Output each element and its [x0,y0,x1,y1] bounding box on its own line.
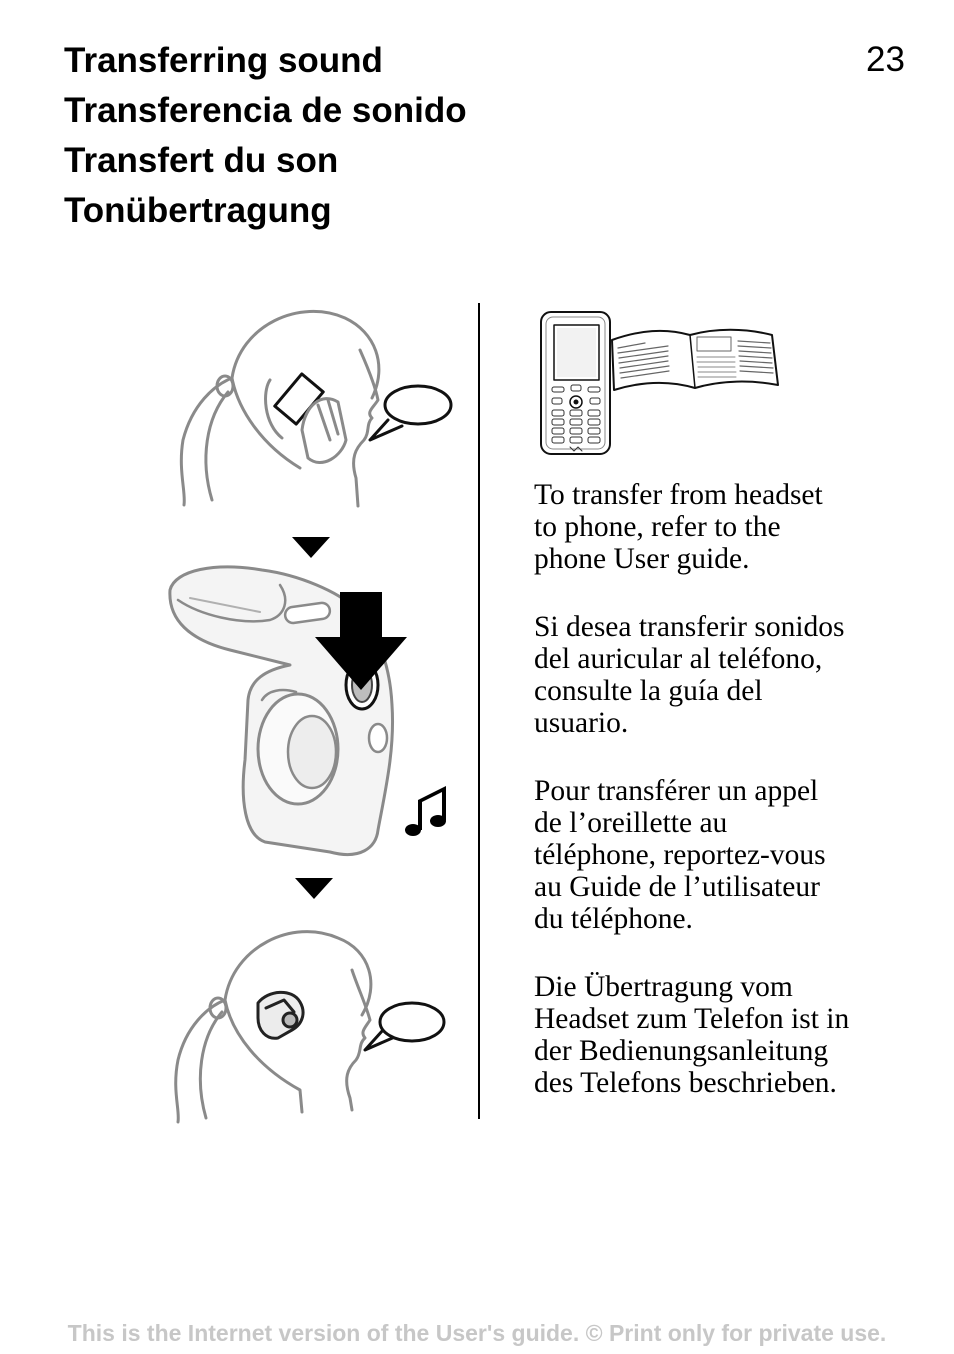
down-arrow-icon [292,537,330,558]
instruction-french: Pour transférer un appel de l’oreillette au téléphone, reportez-vous au Guide de l’utilisateur du téléphone. [534,775,826,935]
page-number: 23 [866,40,905,79]
footer-notice: This is the Internet version of the User's guide. © Print only for private use. [67,1320,887,1346]
title-german: Tonübertragung [64,191,332,230]
woman-with-headset-illustration [176,932,444,1122]
instruction-english: To transfer from headset to phone, refer to the phone User guide. [534,479,823,575]
down-arrow-icon [295,878,333,899]
woman-on-phone-illustration [181,311,451,506]
phone-and-user-guide-illustration [541,312,778,454]
column-divider [478,303,480,1119]
title-spanish: Transferencia de sonido [64,91,467,130]
instruction-german: Die Übertragung vom Headset zum Telefon ist in der Bedienungsanleitung des Telefons beschrieben. [534,971,850,1099]
title-french: Transfert du son [64,141,339,180]
instruction-spanish: Si desea transferir sonidos del auricular al teléfono, consulte la guía del usuario. [534,611,845,739]
title-english: Transferring sound [64,41,383,80]
headset-button-press-illustration [170,567,407,855]
instructions-column [534,479,894,1135]
music-note-icon [405,786,446,836]
